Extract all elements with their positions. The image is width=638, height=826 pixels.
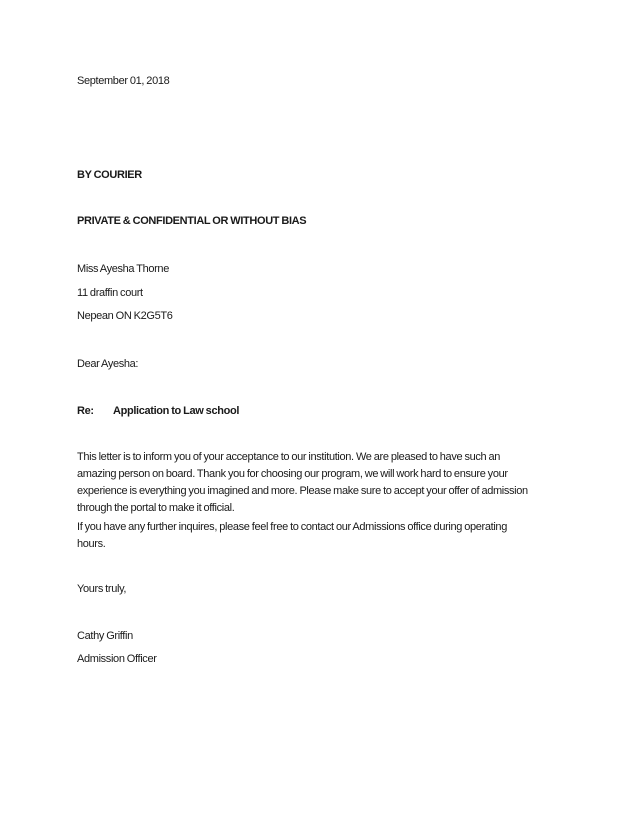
- confidentiality-notice: PRIVATE & CONFIDENTIAL OR WITHOUT BIAS: [77, 215, 307, 227]
- signer-title: Admission Officer: [77, 653, 157, 665]
- body-paragraph-1-line: through the portal to make it official.: [77, 502, 235, 514]
- letter-date: September 01, 2018: [77, 75, 170, 87]
- re-label: Re:: [77, 405, 94, 417]
- body-paragraph-2: [77, 519, 547, 553]
- recipient-name: Miss Ayesha Thorne: [77, 263, 169, 275]
- body-paragraph-1-line: amazing person on board. Thank you for choosing our program, we will work hard to ensure your: [77, 468, 508, 480]
- closing: Yours truly,: [77, 583, 127, 595]
- body-paragraph-1-line: experience is everything you imagined and more. Please make sure to accept your offer of admission: [77, 485, 528, 497]
- body-paragraph-2-line: If you have any further inquires, please feel free to contact our Admissions office during operating: [77, 521, 507, 533]
- body-paragraph-2-line: hours.: [77, 538, 106, 550]
- salutation: Dear Ayesha:: [77, 358, 139, 370]
- signer-name: Cathy Griffin: [77, 630, 133, 642]
- body-paragraph-1: [77, 449, 547, 517]
- body-paragraph-1-line: This letter is to inform you of your acceptance to our institution. We are pleased to have such an: [77, 451, 501, 463]
- re-subject: Application to Law school: [113, 405, 240, 417]
- recipient-city: Nepean ON K2G5T6: [77, 310, 173, 322]
- recipient-street: 11 draffin court: [77, 287, 143, 299]
- delivery-method: BY COURIER: [77, 169, 142, 181]
